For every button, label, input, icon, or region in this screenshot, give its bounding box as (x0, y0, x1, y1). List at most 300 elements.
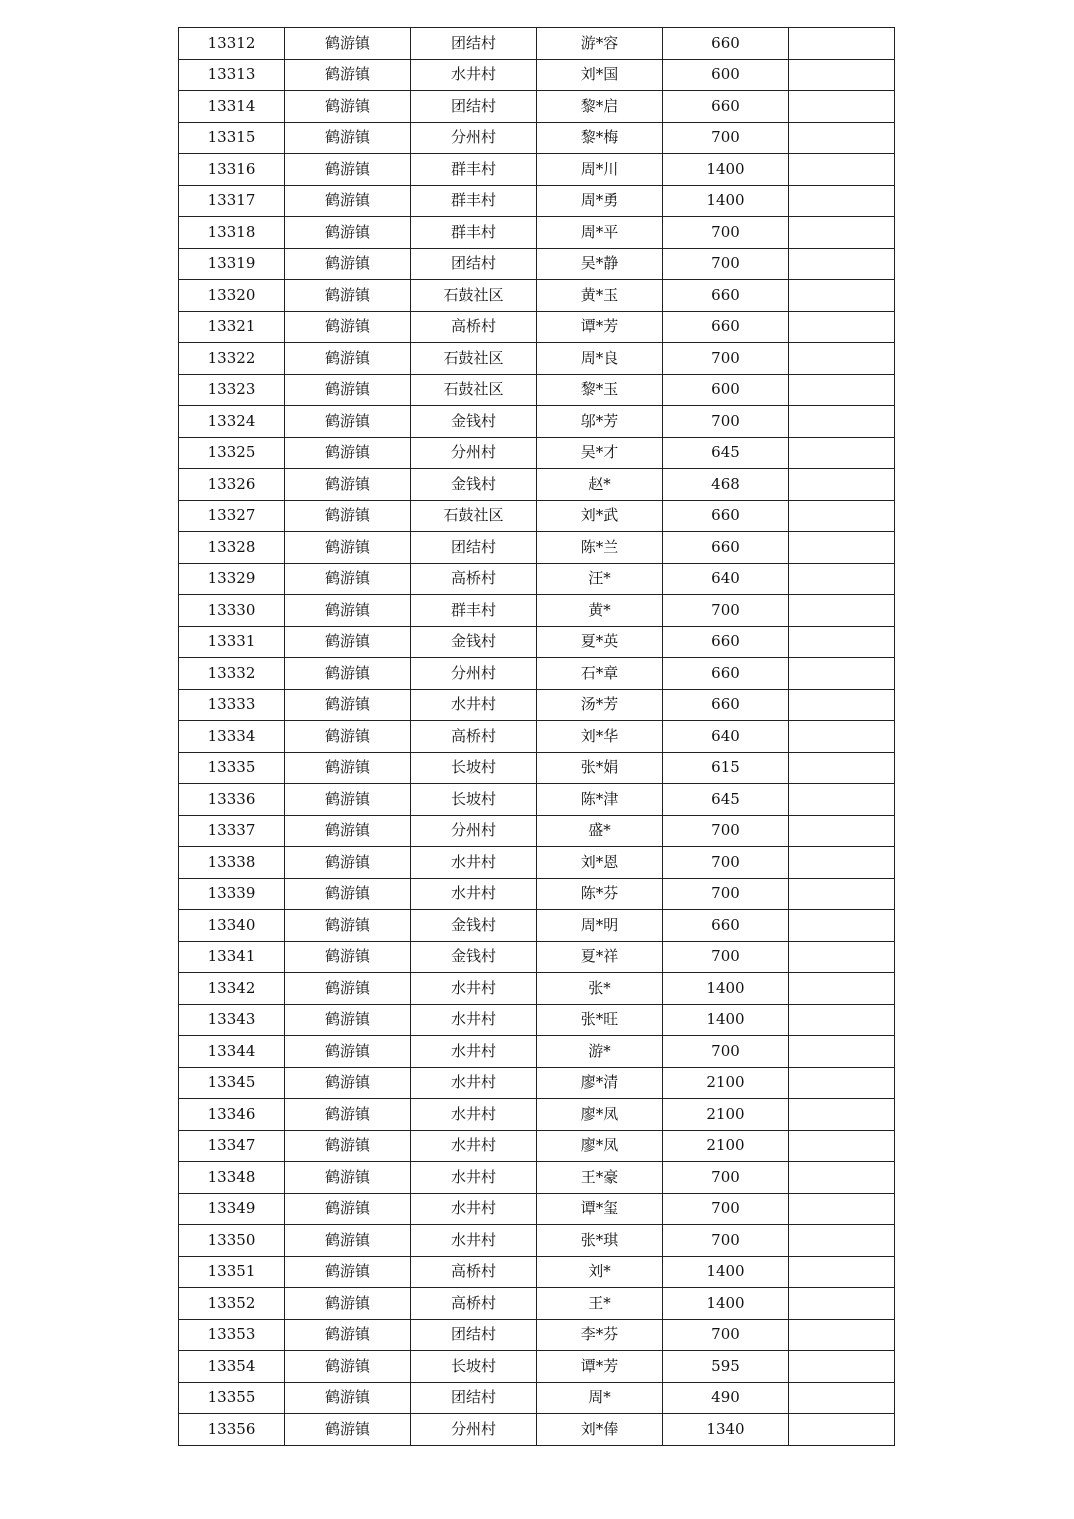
village-cell: 高桥村 (411, 563, 537, 595)
serial-number-cell: 13321 (179, 311, 285, 343)
village-cell: 分州村 (411, 658, 537, 690)
table-row (179, 1099, 895, 1131)
town-cell: 鹤游镇 (285, 1319, 411, 1351)
table-row (179, 122, 895, 154)
amount-cell: 600 (663, 59, 789, 91)
table-row (179, 154, 895, 186)
serial-number-cell: 13313 (179, 59, 285, 91)
village-cell: 团结村 (411, 91, 537, 123)
remark-cell (789, 973, 895, 1005)
village-cell: 水井村 (411, 1130, 537, 1162)
amount-cell: 660 (663, 91, 789, 123)
remark-cell (789, 752, 895, 784)
village-cell: 水井村 (411, 1193, 537, 1225)
name-cell: 刘*俸 (537, 1414, 663, 1446)
table-row (179, 1382, 895, 1414)
town-cell: 鹤游镇 (285, 500, 411, 532)
town-cell: 鹤游镇 (285, 973, 411, 1005)
name-cell: 廖*清 (537, 1067, 663, 1099)
amount-cell: 1340 (663, 1414, 789, 1446)
name-cell: 廖*凤 (537, 1099, 663, 1131)
amount-cell: 700 (663, 878, 789, 910)
amount-cell: 1400 (663, 1256, 789, 1288)
remark-cell (789, 1067, 895, 1099)
remark-cell (789, 437, 895, 469)
name-cell: 陈*芬 (537, 878, 663, 910)
amount-cell: 660 (663, 280, 789, 312)
remark-cell (789, 280, 895, 312)
town-cell: 鹤游镇 (285, 28, 411, 60)
town-cell: 鹤游镇 (285, 1351, 411, 1383)
name-cell: 黄*玉 (537, 280, 663, 312)
amount-cell: 660 (663, 910, 789, 942)
village-cell: 水井村 (411, 973, 537, 1005)
table-row (179, 469, 895, 501)
village-cell: 团结村 (411, 1382, 537, 1414)
town-cell: 鹤游镇 (285, 815, 411, 847)
town-cell: 鹤游镇 (285, 752, 411, 784)
town-cell: 鹤游镇 (285, 532, 411, 564)
village-cell: 水井村 (411, 1067, 537, 1099)
table-row (179, 374, 895, 406)
village-cell: 水井村 (411, 1099, 537, 1131)
remark-cell (789, 878, 895, 910)
amount-cell: 1400 (663, 154, 789, 186)
serial-number-cell: 13341 (179, 941, 285, 973)
remark-cell (789, 1319, 895, 1351)
town-cell: 鹤游镇 (285, 1067, 411, 1099)
remark-cell (789, 248, 895, 280)
remark-cell (789, 658, 895, 690)
name-cell: 游* (537, 1036, 663, 1068)
name-cell: 刘*武 (537, 500, 663, 532)
serial-number-cell: 13338 (179, 847, 285, 879)
roster-table (178, 27, 895, 1446)
table-row (179, 437, 895, 469)
village-cell: 水井村 (411, 689, 537, 721)
remark-cell (789, 343, 895, 375)
amount-cell: 660 (663, 658, 789, 690)
village-cell: 高桥村 (411, 311, 537, 343)
village-cell: 分州村 (411, 437, 537, 469)
name-cell: 刘*华 (537, 721, 663, 753)
table-row (179, 1319, 895, 1351)
name-cell: 石*章 (537, 658, 663, 690)
village-cell: 团结村 (411, 28, 537, 60)
table-row (179, 595, 895, 627)
town-cell: 鹤游镇 (285, 1130, 411, 1162)
town-cell: 鹤游镇 (285, 941, 411, 973)
amount-cell: 700 (663, 1162, 789, 1194)
serial-number-cell: 13324 (179, 406, 285, 438)
remark-cell (789, 154, 895, 186)
village-cell: 长坡村 (411, 1351, 537, 1383)
remark-cell (789, 1162, 895, 1194)
town-cell: 鹤游镇 (285, 154, 411, 186)
table-row (179, 721, 895, 753)
table-row (179, 1004, 895, 1036)
remark-cell (789, 595, 895, 627)
town-cell: 鹤游镇 (285, 280, 411, 312)
serial-number-cell: 13336 (179, 784, 285, 816)
table-row (179, 28, 895, 60)
name-cell: 吴*才 (537, 437, 663, 469)
amount-cell: 660 (663, 689, 789, 721)
serial-number-cell: 13322 (179, 343, 285, 375)
name-cell: 吴*静 (537, 248, 663, 280)
town-cell: 鹤游镇 (285, 374, 411, 406)
serial-number-cell: 13343 (179, 1004, 285, 1036)
name-cell: 谭*芳 (537, 1351, 663, 1383)
roster-table-body (179, 28, 895, 1446)
serial-number-cell: 13320 (179, 280, 285, 312)
serial-number-cell: 13347 (179, 1130, 285, 1162)
remark-cell (789, 406, 895, 438)
serial-number-cell: 13335 (179, 752, 285, 784)
name-cell: 盛* (537, 815, 663, 847)
serial-number-cell: 13312 (179, 28, 285, 60)
amount-cell: 1400 (663, 1288, 789, 1320)
town-cell: 鹤游镇 (285, 658, 411, 690)
remark-cell (789, 910, 895, 942)
table-row (179, 752, 895, 784)
name-cell: 陈*津 (537, 784, 663, 816)
village-cell: 水井村 (411, 1225, 537, 1257)
amount-cell: 700 (663, 1225, 789, 1257)
village-cell: 水井村 (411, 1036, 537, 1068)
village-cell: 金钱村 (411, 406, 537, 438)
village-cell: 群丰村 (411, 595, 537, 627)
village-cell: 高桥村 (411, 721, 537, 753)
village-cell: 高桥村 (411, 1256, 537, 1288)
name-cell: 黎*启 (537, 91, 663, 123)
serial-number-cell: 13328 (179, 532, 285, 564)
serial-number-cell: 13332 (179, 658, 285, 690)
table-row (179, 91, 895, 123)
table-row (179, 1351, 895, 1383)
town-cell: 鹤游镇 (285, 311, 411, 343)
serial-number-cell: 13331 (179, 626, 285, 658)
name-cell: 黎*玉 (537, 374, 663, 406)
name-cell: 张*娟 (537, 752, 663, 784)
amount-cell: 660 (663, 626, 789, 658)
town-cell: 鹤游镇 (285, 1414, 411, 1446)
village-cell: 水井村 (411, 878, 537, 910)
town-cell: 鹤游镇 (285, 91, 411, 123)
table-row (179, 784, 895, 816)
town-cell: 鹤游镇 (285, 437, 411, 469)
village-cell: 水井村 (411, 59, 537, 91)
table-row (179, 658, 895, 690)
table-row (179, 532, 895, 564)
amount-cell: 700 (663, 1036, 789, 1068)
village-cell: 金钱村 (411, 469, 537, 501)
village-cell: 群丰村 (411, 185, 537, 217)
village-cell: 长坡村 (411, 752, 537, 784)
serial-number-cell: 13340 (179, 910, 285, 942)
name-cell: 赵* (537, 469, 663, 501)
remark-cell (789, 122, 895, 154)
name-cell: 刘* (537, 1256, 663, 1288)
amount-cell: 700 (663, 217, 789, 249)
name-cell: 汤*芳 (537, 689, 663, 721)
serial-number-cell: 13344 (179, 1036, 285, 1068)
village-cell: 团结村 (411, 248, 537, 280)
amount-cell: 2100 (663, 1067, 789, 1099)
amount-cell: 660 (663, 311, 789, 343)
serial-number-cell: 13339 (179, 878, 285, 910)
remark-cell (789, 532, 895, 564)
amount-cell: 660 (663, 532, 789, 564)
amount-cell: 700 (663, 122, 789, 154)
remark-cell (789, 217, 895, 249)
village-cell: 团结村 (411, 1319, 537, 1351)
name-cell: 黎*梅 (537, 122, 663, 154)
table-row (179, 1193, 895, 1225)
table-row (179, 563, 895, 595)
remark-cell (789, 374, 895, 406)
serial-number-cell: 13355 (179, 1382, 285, 1414)
amount-cell: 700 (663, 815, 789, 847)
serial-number-cell: 13316 (179, 154, 285, 186)
amount-cell: 700 (663, 406, 789, 438)
remark-cell (789, 847, 895, 879)
town-cell: 鹤游镇 (285, 847, 411, 879)
amount-cell: 700 (663, 941, 789, 973)
amount-cell: 700 (663, 1319, 789, 1351)
table-row (179, 689, 895, 721)
town-cell: 鹤游镇 (285, 1162, 411, 1194)
village-cell: 水井村 (411, 847, 537, 879)
name-cell: 周*川 (537, 154, 663, 186)
table-row (179, 217, 895, 249)
amount-cell: 645 (663, 784, 789, 816)
serial-number-cell: 13329 (179, 563, 285, 595)
remark-cell (789, 1382, 895, 1414)
name-cell: 周*良 (537, 343, 663, 375)
table-row (179, 406, 895, 438)
remark-cell (789, 185, 895, 217)
name-cell: 谭*玺 (537, 1193, 663, 1225)
town-cell: 鹤游镇 (285, 563, 411, 595)
remark-cell (789, 469, 895, 501)
name-cell: 汪* (537, 563, 663, 595)
town-cell: 鹤游镇 (285, 343, 411, 375)
town-cell: 鹤游镇 (285, 910, 411, 942)
serial-number-cell: 13333 (179, 689, 285, 721)
amount-cell: 645 (663, 437, 789, 469)
village-cell: 石鼓社区 (411, 343, 537, 375)
table-row (179, 878, 895, 910)
town-cell: 鹤游镇 (285, 185, 411, 217)
town-cell: 鹤游镇 (285, 1288, 411, 1320)
village-cell: 群丰村 (411, 154, 537, 186)
remark-cell (789, 91, 895, 123)
name-cell: 王* (537, 1288, 663, 1320)
serial-number-cell: 13352 (179, 1288, 285, 1320)
amount-cell: 700 (663, 248, 789, 280)
name-cell: 邬*芳 (537, 406, 663, 438)
remark-cell (789, 1130, 895, 1162)
serial-number-cell: 13315 (179, 122, 285, 154)
name-cell: 张*旺 (537, 1004, 663, 1036)
village-cell: 群丰村 (411, 217, 537, 249)
town-cell: 鹤游镇 (285, 1004, 411, 1036)
serial-number-cell: 13334 (179, 721, 285, 753)
table-row (179, 1288, 895, 1320)
village-cell: 石鼓社区 (411, 374, 537, 406)
amount-cell: 2100 (663, 1099, 789, 1131)
table-row (179, 910, 895, 942)
town-cell: 鹤游镇 (285, 595, 411, 627)
name-cell: 黄* (537, 595, 663, 627)
village-cell: 分州村 (411, 1414, 537, 1446)
serial-number-cell: 13356 (179, 1414, 285, 1446)
remark-cell (789, 1225, 895, 1257)
table-row (179, 1162, 895, 1194)
remark-cell (789, 563, 895, 595)
town-cell: 鹤游镇 (285, 1225, 411, 1257)
serial-number-cell: 13327 (179, 500, 285, 532)
village-cell: 长坡村 (411, 784, 537, 816)
amount-cell: 468 (663, 469, 789, 501)
amount-cell: 640 (663, 721, 789, 753)
remark-cell (789, 941, 895, 973)
table-row (179, 973, 895, 1005)
amount-cell: 1400 (663, 185, 789, 217)
amount-cell: 700 (663, 847, 789, 879)
amount-cell: 490 (663, 1382, 789, 1414)
name-cell: 游*容 (537, 28, 663, 60)
village-cell: 金钱村 (411, 910, 537, 942)
amount-cell: 615 (663, 752, 789, 784)
name-cell: 周* (537, 1382, 663, 1414)
table-row (179, 1130, 895, 1162)
serial-number-cell: 13323 (179, 374, 285, 406)
table-row (179, 500, 895, 532)
village-cell: 石鼓社区 (411, 500, 537, 532)
table-row (179, 626, 895, 658)
town-cell: 鹤游镇 (285, 721, 411, 753)
remark-cell (789, 1004, 895, 1036)
amount-cell: 1400 (663, 1004, 789, 1036)
town-cell: 鹤游镇 (285, 878, 411, 910)
name-cell: 夏*英 (537, 626, 663, 658)
serial-number-cell: 13330 (179, 595, 285, 627)
remark-cell (789, 1288, 895, 1320)
remark-cell (789, 1414, 895, 1446)
name-cell: 张*琪 (537, 1225, 663, 1257)
village-cell: 高桥村 (411, 1288, 537, 1320)
serial-number-cell: 13353 (179, 1319, 285, 1351)
remark-cell (789, 626, 895, 658)
town-cell: 鹤游镇 (285, 1193, 411, 1225)
serial-number-cell: 13345 (179, 1067, 285, 1099)
town-cell: 鹤游镇 (285, 122, 411, 154)
table-row (179, 185, 895, 217)
amount-cell: 700 (663, 595, 789, 627)
remark-cell (789, 784, 895, 816)
remark-cell (789, 311, 895, 343)
village-cell: 金钱村 (411, 941, 537, 973)
serial-number-cell: 13314 (179, 91, 285, 123)
serial-number-cell: 13317 (179, 185, 285, 217)
remark-cell (789, 28, 895, 60)
name-cell: 张* (537, 973, 663, 1005)
amount-cell: 2100 (663, 1130, 789, 1162)
remark-cell (789, 1256, 895, 1288)
town-cell: 鹤游镇 (285, 784, 411, 816)
table-row (179, 941, 895, 973)
remark-cell (789, 500, 895, 532)
remark-cell (789, 721, 895, 753)
town-cell: 鹤游镇 (285, 1382, 411, 1414)
amount-cell: 700 (663, 343, 789, 375)
village-cell: 水井村 (411, 1004, 537, 1036)
town-cell: 鹤游镇 (285, 59, 411, 91)
amount-cell: 640 (663, 563, 789, 595)
village-cell: 水井村 (411, 1162, 537, 1194)
name-cell: 李*芬 (537, 1319, 663, 1351)
name-cell: 夏*祥 (537, 941, 663, 973)
table-row (179, 1256, 895, 1288)
village-cell: 团结村 (411, 532, 537, 564)
town-cell: 鹤游镇 (285, 217, 411, 249)
village-cell: 石鼓社区 (411, 280, 537, 312)
table-row (179, 1225, 895, 1257)
serial-number-cell: 13349 (179, 1193, 285, 1225)
table-row (179, 847, 895, 879)
village-cell: 分州村 (411, 815, 537, 847)
amount-cell: 595 (663, 1351, 789, 1383)
amount-cell: 600 (663, 374, 789, 406)
town-cell: 鹤游镇 (285, 248, 411, 280)
town-cell: 鹤游镇 (285, 469, 411, 501)
table-row (179, 280, 895, 312)
serial-number-cell: 13326 (179, 469, 285, 501)
table-row (179, 248, 895, 280)
town-cell: 鹤游镇 (285, 1256, 411, 1288)
name-cell: 刘*国 (537, 59, 663, 91)
name-cell: 刘*恩 (537, 847, 663, 879)
amount-cell: 700 (663, 1193, 789, 1225)
name-cell: 廖*凤 (537, 1130, 663, 1162)
serial-number-cell: 13346 (179, 1099, 285, 1131)
serial-number-cell: 13319 (179, 248, 285, 280)
village-cell: 金钱村 (411, 626, 537, 658)
amount-cell: 660 (663, 28, 789, 60)
remark-cell (789, 1099, 895, 1131)
table-row (179, 343, 895, 375)
serial-number-cell: 13337 (179, 815, 285, 847)
town-cell: 鹤游镇 (285, 1036, 411, 1068)
table-row (179, 311, 895, 343)
serial-number-cell: 13354 (179, 1351, 285, 1383)
town-cell: 鹤游镇 (285, 626, 411, 658)
serial-number-cell: 13342 (179, 973, 285, 1005)
table-row (179, 1414, 895, 1446)
name-cell: 王*豪 (537, 1162, 663, 1194)
table-row (179, 59, 895, 91)
name-cell: 周*明 (537, 910, 663, 942)
serial-number-cell: 13350 (179, 1225, 285, 1257)
town-cell: 鹤游镇 (285, 406, 411, 438)
town-cell: 鹤游镇 (285, 1099, 411, 1131)
village-cell: 分州村 (411, 122, 537, 154)
serial-number-cell: 13351 (179, 1256, 285, 1288)
amount-cell: 1400 (663, 973, 789, 1005)
table-row (179, 1067, 895, 1099)
